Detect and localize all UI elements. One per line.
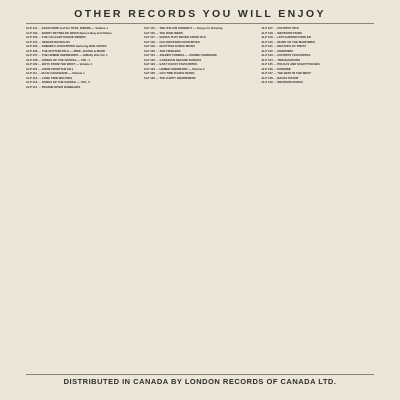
record-title: HOMER SHERRARD — Volume 2: [159, 66, 205, 71]
catalog-separator: —: [155, 71, 160, 76]
catalog-number: ALP 121: [143, 53, 156, 58]
catalog-separator: —: [37, 39, 42, 44]
catalog-separator: —: [272, 27, 278, 30]
catalog-number: ALP 110: [26, 66, 38, 71]
catalog-number: ALP 120: [143, 48, 156, 53]
catalog-number: ALP 129: [261, 35, 273, 40]
catalog-number: ALP 106: [26, 48, 38, 53]
catalog-separator: —: [155, 62, 160, 67]
record-title: SCOTTISH DANCE MUSIC: [159, 44, 196, 49]
record-title: PRAIRIE RIVER RAMBLERS: [41, 84, 81, 89]
catalog-number: ALP 137: [261, 71, 273, 76]
record-title: MUSIC OF THE MARITIMES: [277, 39, 315, 44]
catalog-number: ALP 127: [261, 27, 273, 30]
record-entry-heading: [261, 81, 374, 84]
catalog-separator: —: [272, 66, 278, 71]
catalog-separator: —: [272, 71, 278, 76]
record-entry-heading: [26, 86, 139, 89]
record-title: THE HAPPY WANDERERS: [159, 75, 196, 80]
record-entry: [26, 86, 139, 89]
catalog-column-3: [261, 27, 374, 363]
record-title: EVAN KEMP and the TRAIL RIDERS — Volume 1: [41, 27, 108, 30]
catalog-separator: —: [154, 39, 160, 44]
record-title: THE FIDDLERS: [159, 48, 181, 53]
catalog-number: ALP 139: [261, 80, 273, 85]
catalog-separator: —: [272, 62, 278, 67]
catalog-number: ALP 104: [26, 39, 38, 44]
catalog-separator: —: [272, 53, 278, 58]
record-title: THE BEST IN THE WEST: [277, 71, 311, 76]
catalog-separator: —: [272, 30, 278, 35]
catalog-number: ALP 105: [26, 44, 38, 49]
record-title: BLUE CANADIANS — Volume 1: [41, 71, 85, 76]
header-divider: [26, 23, 374, 24]
record-title: LONG TIME WALTZES: [41, 75, 73, 80]
record-title: THE CALGARY RANGE RIDERS: [41, 35, 86, 40]
catalog-separator: —: [155, 57, 160, 62]
catalog-number: ALP 130: [261, 39, 273, 44]
record-title: SONGS THAT NEVER GROW OLD: [159, 35, 206, 40]
catalog-separator: —: [272, 57, 278, 62]
record-title: LEFT-HANDED FIDDLER: [277, 35, 311, 40]
record-title: SONGS OF THE SADDLE — VOL. 2: [41, 80, 90, 85]
catalog-separator: —: [37, 80, 42, 85]
record-title: BANJO PICKIN': [277, 75, 299, 80]
catalog-number: ALP 115: [143, 27, 155, 30]
catalog-separator: —: [155, 75, 160, 80]
catalog-number: ALP 131: [261, 44, 273, 49]
catalog-separator: —: [37, 53, 42, 58]
page-title: OTHER RECORDS YOU WILL ENJOY: [74, 8, 326, 20]
catalog-separator: —: [37, 66, 42, 71]
catalog-number: ALP 125: [143, 71, 156, 76]
record-title: WALTZES OF TODAY: [277, 44, 307, 49]
catalog-number: ALP 135: [261, 62, 273, 67]
record-title: TROUBADOURS: [277, 57, 301, 62]
record-entry-heading: [144, 77, 257, 80]
catalog-separator: —: [37, 71, 42, 76]
catalog-separator: —: [272, 44, 278, 49]
record-title: THE RHYTHM PALS — MIKE, JACKIE & MARK: [41, 48, 106, 53]
catalog-number: ALP 136: [261, 66, 273, 71]
catalog-number: ALP 108: [26, 57, 38, 62]
catalog-number: ALP 114: [26, 84, 38, 89]
record-title: THE ITALIAN CONNECT — Songs for Dancing: [159, 27, 223, 30]
catalog-number: ALP 124: [143, 66, 156, 71]
record-title: COUNTRY FAVOURITES: [277, 53, 311, 58]
catalog-number: ALP 111: [26, 71, 38, 76]
catalog-separator: —: [154, 35, 160, 40]
catalog-separator: —: [272, 80, 278, 85]
catalog-number: ALP 126: [143, 75, 156, 80]
distribution-notice: DISTRIBUTED IN CANADA BY LONDON RECORDS OF CANADA LTD.: [63, 377, 337, 386]
catalog-number: ALP 122: [143, 57, 156, 62]
catalog-separator: —: [37, 62, 42, 67]
record-title: WESTERN SONGS: [277, 80, 303, 85]
record-title: RAWHIDE: [277, 66, 291, 71]
record-title: BOYS FROM THE WEST — Volume 1: [41, 62, 93, 67]
footer-divider: [26, 374, 374, 375]
record-title: SONGS OF THE SADDLE — VOL. 1: [41, 57, 91, 62]
record-title: HOEDOWN: [277, 48, 293, 53]
catalog-number: ALP 113: [26, 80, 38, 85]
catalog-number: ALP 112: [26, 75, 38, 80]
record-title: OLD WESTERN FAVOURITES: [159, 39, 200, 44]
catalog-number: ALP 101: [26, 27, 38, 30]
catalog-number: ALP 128: [261, 30, 273, 35]
catalog-separator: —: [272, 35, 278, 40]
catalog-column-1: [26, 27, 139, 363]
catalog-separator: —: [37, 75, 42, 80]
catalog-separator: —: [37, 48, 42, 53]
catalog-number: ALP 134: [261, 57, 273, 62]
catalog-separator: —: [155, 66, 160, 71]
catalog-number: ALP 109: [26, 62, 38, 67]
record-title: COUNTRY HITS: [277, 27, 299, 30]
catalog-separator: —: [154, 44, 160, 49]
record-title: CANADIAN SQUARE DANCES: [159, 57, 202, 62]
catalog-number: ALP 103: [26, 35, 38, 40]
record-title: LIONS FROM THE HILL: [41, 66, 74, 71]
record-title: THE DUBLINERS: [159, 30, 183, 35]
record-entry: [144, 77, 257, 80]
record-entry: [261, 81, 374, 84]
catalog-number: ALP 102: [26, 30, 38, 35]
catalog-number: ALP 138: [261, 75, 273, 80]
catalog-separator: —: [154, 30, 160, 35]
catalog-separator: —: [37, 84, 42, 89]
record-title: JOHNNY FORBES — JOHNNY NORMAND: [159, 53, 217, 58]
catalog-separator: —: [37, 30, 42, 35]
catalog-number: ALP 117: [143, 35, 155, 40]
catalog-number: ALP 107: [26, 53, 38, 58]
catalog-separator: —: [155, 48, 160, 53]
catalog-column-2: [144, 27, 257, 363]
catalog-separator: —: [37, 57, 42, 62]
record-title: POLKAS AND SCHOTTISCHES: [277, 62, 320, 67]
catalog-number: ALP 123: [143, 62, 156, 67]
catalog-separator: —: [37, 27, 42, 30]
record-title: WESTERN STARS: [277, 30, 303, 35]
record-title: EAST COAST FAVOURITES: [159, 62, 198, 67]
catalog-separator: —: [37, 35, 42, 40]
catalog-columns: [26, 27, 374, 363]
record-title: OLD TIME DANCE MUSIC: [159, 71, 195, 76]
catalog-number: ALP 133: [261, 53, 273, 58]
record-title: THE HOMER SHERRARDS — Hillbilly Hits Vol. 1: [41, 53, 108, 58]
catalog-separator: —: [37, 44, 42, 49]
catalog-number: ALP 132: [261, 48, 273, 53]
catalog-separator: —: [155, 53, 160, 58]
catalog-number: ALP 116: [143, 30, 155, 35]
catalog-separator: —: [154, 27, 160, 30]
catalog-separator: —: [272, 48, 278, 53]
record-title: FRIENDLY FAVOURITES featuring BOB CROSS: [41, 44, 107, 49]
catalog-number: ALP 119: [143, 44, 155, 49]
record-title: SEBASTIAN NOLAN: [41, 39, 70, 44]
catalog-separator: —: [272, 39, 278, 44]
record-title: BUDDY REYNOLDS SINGS Spruce Bug and Others: [41, 30, 112, 35]
catalog-number: ALP 118: [143, 39, 155, 44]
catalog-separator: —: [272, 75, 278, 80]
